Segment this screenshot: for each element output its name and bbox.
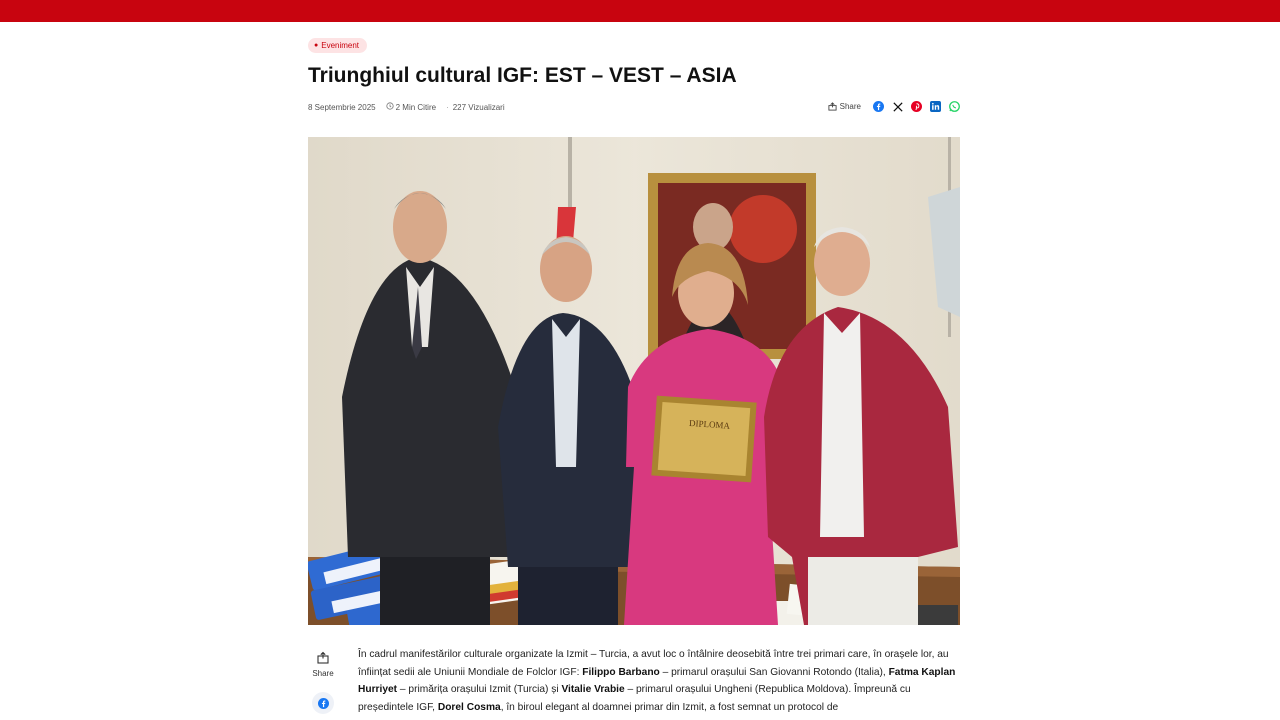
body-text: În cadrul manifestărilor culturale organizate la Izmit – Turcia, a avut loc o întâlnire deosebită între trei primari care, în orașele lor, au înființat sedii ale Uniunii Mondiale de Folclor IGF: [358, 649, 949, 678]
person-name: Vitalie Vrabie [561, 684, 625, 695]
person-name: Filippo Barbano [582, 666, 660, 678]
category-label: Eveniment [321, 41, 360, 50]
sidebar-facebook-button[interactable] [312, 692, 334, 714]
body-text: – primarul orașului San Giovanni Rotondo (Italia), [659, 666, 889, 678]
whatsapp-icon[interactable] [949, 101, 960, 112]
person-name: Fatma Kaplan Hurriyet [358, 666, 956, 695]
clock-icon [386, 102, 394, 112]
category-badge[interactable] [308, 38, 367, 53]
facebook-icon[interactable] [873, 101, 884, 112]
body-text: , în biroul elegant al doamnei primar din Izmit, a fost semnat un protocol de [500, 701, 839, 713]
publish-date: 8 Septembrie 2025 [308, 102, 376, 112]
linkedin-icon[interactable] [930, 101, 941, 112]
photo-illustration [308, 137, 960, 625]
share-button[interactable] [828, 102, 861, 111]
sidebar-share-label: Share [312, 669, 334, 678]
article-photo [308, 137, 960, 625]
article-body [358, 646, 958, 716]
floating-share-sidebar [310, 651, 336, 714]
article-title: Triunghiul cultural IGF: EST – VEST – ASIA [308, 64, 737, 87]
article-paragraph [358, 646, 958, 716]
flame-icon: ● [314, 42, 319, 49]
x-icon[interactable] [892, 101, 903, 112]
body-text: – primărița orașului Izmit (Turcia) și [397, 684, 562, 695]
share-icon [316, 651, 330, 665]
share-bar [828, 101, 960, 112]
sidebar-share-button[interactable] [310, 651, 336, 667]
pinterest-icon[interactable] [911, 101, 922, 112]
top-navigation-bar [0, 0, 1280, 22]
read-time: 2 Min Citire [395, 102, 437, 112]
view-count: 227 Vizualizari [452, 102, 505, 112]
share-label: Share [839, 102, 861, 111]
share-icon [828, 102, 837, 111]
diploma-text: DIPLOMA [688, 417, 731, 431]
person-name: Dorel Cosma [437, 701, 501, 713]
body-text: – primarul orașului Ungheni (Republica Moldova). Împreună cu președintele IGF, [358, 684, 911, 713]
facebook-icon [318, 698, 329, 709]
meta-separator: · [446, 102, 449, 112]
article-meta [308, 102, 505, 112]
